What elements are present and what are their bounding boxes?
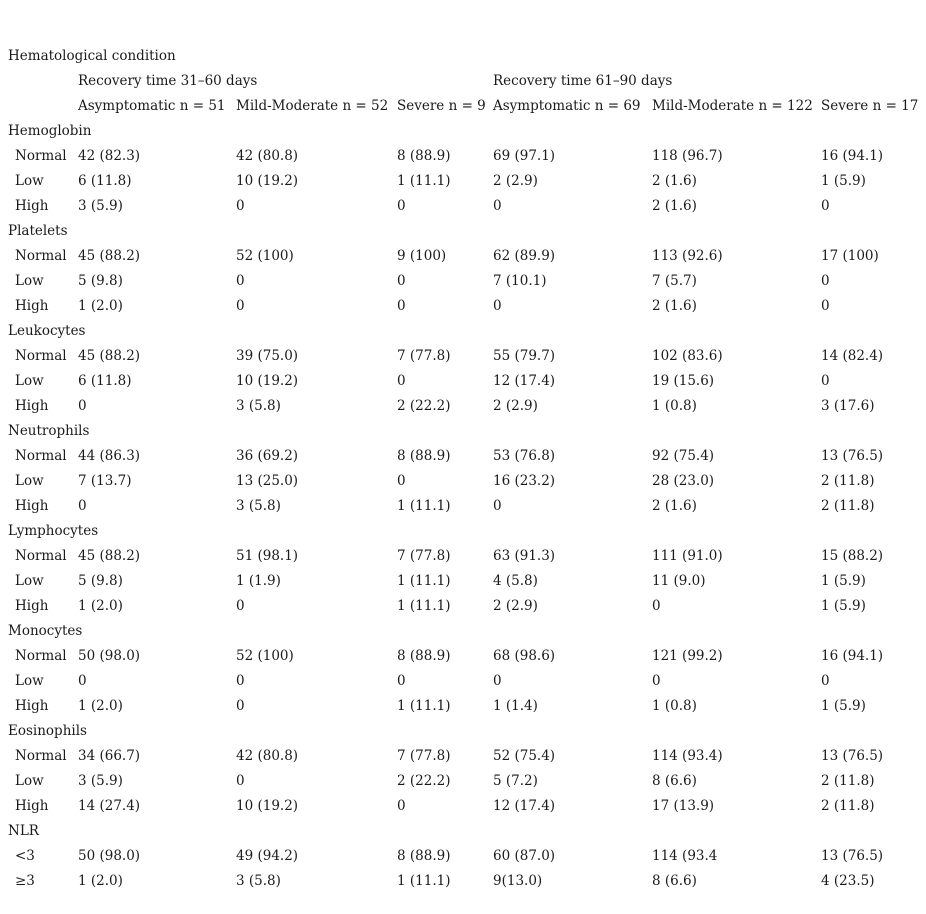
section-label: Eosinophils xyxy=(8,723,87,739)
row-label: <3 xyxy=(15,848,35,864)
section-row xyxy=(0,219,926,244)
group-header-row xyxy=(0,69,926,94)
column-header: Severe n = 9 xyxy=(397,98,486,114)
table-cell: 12 (17.4) xyxy=(493,798,556,814)
table-cell: 0 xyxy=(821,273,830,289)
column-header: Mild-Moderate n = 52 xyxy=(236,98,389,114)
table-row xyxy=(0,569,926,594)
table-cell: 7 (10.1) xyxy=(493,273,547,289)
table-cell: 2 (2.9) xyxy=(493,173,538,189)
table-cell: 17 (13.9) xyxy=(652,798,715,814)
table-cell: 45 (88.2) xyxy=(78,348,141,364)
row-label: Normal xyxy=(15,348,67,364)
group-header-31-60: Recovery time 31–60 days xyxy=(78,73,258,89)
table-cell: 7 (77.8) xyxy=(397,348,451,364)
table-cell: 0 xyxy=(397,298,406,314)
table-title: Hematological condition xyxy=(8,48,176,64)
column-header: Asymptomatic n = 51 xyxy=(78,98,226,114)
table-cell: 0 xyxy=(236,673,245,689)
table-cell: 5 (7.2) xyxy=(493,773,538,789)
table-cell: 0 xyxy=(821,198,830,214)
row-label: High xyxy=(15,698,49,714)
table-cell: 50 (98.0) xyxy=(78,648,141,664)
table-cell: 1 (2.0) xyxy=(78,298,123,314)
row-label: Low xyxy=(15,773,44,789)
table-cell: 39 (75.0) xyxy=(236,348,299,364)
table-cell: 0 xyxy=(397,473,406,489)
table-cell: 102 (83.6) xyxy=(652,348,723,364)
table-cell: 52 (100) xyxy=(236,648,294,664)
table-cell: 0 xyxy=(397,198,406,214)
table-cell: 6 (11.8) xyxy=(78,173,132,189)
section-row xyxy=(0,619,926,644)
table-cell: 1 (5.9) xyxy=(821,173,866,189)
table-cell: 7 (5.7) xyxy=(652,273,697,289)
table-cell: 4 (23.5) xyxy=(821,873,875,889)
table-cell: 2 (1.6) xyxy=(652,298,697,314)
table-cell: 10 (19.2) xyxy=(236,173,299,189)
row-label: Low xyxy=(15,273,44,289)
table-row xyxy=(0,744,926,769)
row-label: High xyxy=(15,198,49,214)
section-row xyxy=(0,819,926,844)
row-label: Low xyxy=(15,373,44,389)
table-cell: 0 xyxy=(493,198,502,214)
table-cell: 0 xyxy=(652,598,661,614)
table-cell: 118 (96.7) xyxy=(652,148,723,164)
table-cell: 8 (88.9) xyxy=(397,848,451,864)
table-cell: 2 (1.6) xyxy=(652,198,697,214)
table-cell: 51 (98.1) xyxy=(236,548,299,564)
table-row xyxy=(0,669,926,694)
row-label: Low xyxy=(15,573,44,589)
table-row xyxy=(0,444,926,469)
table-cell: 13 (76.5) xyxy=(821,748,884,764)
table-cell: 16 (94.1) xyxy=(821,648,884,664)
table-cell: 3 (5.8) xyxy=(236,873,281,889)
table-row xyxy=(0,494,926,519)
table-cell: 1 (11.1) xyxy=(397,873,451,889)
table-cell: 0 xyxy=(397,273,406,289)
table-cell: 42 (80.8) xyxy=(236,148,299,164)
table-cell: 16 (94.1) xyxy=(821,148,884,164)
table-cell: 0 xyxy=(821,298,830,314)
column-header-row xyxy=(0,94,926,119)
row-label: Normal xyxy=(15,748,67,764)
table-cell: 0 xyxy=(652,673,661,689)
table-cell: 55 (79.7) xyxy=(493,348,556,364)
table-row xyxy=(0,794,926,819)
section-label: Monocytes xyxy=(8,623,83,639)
table-cell: 8 (88.9) xyxy=(397,148,451,164)
table-cell: 19 (15.6) xyxy=(652,373,715,389)
table-cell: 0 xyxy=(78,673,87,689)
table-cell: 0 xyxy=(236,273,245,289)
table-cell: 3 (5.8) xyxy=(236,398,281,414)
table-cell: 2 (1.6) xyxy=(652,173,697,189)
section-label: NLR xyxy=(8,823,39,839)
table-cell: 3 (17.6) xyxy=(821,398,875,414)
table-cell: 0 xyxy=(493,498,502,514)
table-cell: 0 xyxy=(236,298,245,314)
table-row xyxy=(0,694,926,719)
table-row xyxy=(0,369,926,394)
table-cell: 0 xyxy=(493,673,502,689)
table-cell: 8 (88.9) xyxy=(397,648,451,664)
table-cell: 4 (5.8) xyxy=(493,573,538,589)
column-header: Severe n = 17 xyxy=(821,98,919,114)
table-cell: 60 (87.0) xyxy=(493,848,556,864)
table-cell: 52 (100) xyxy=(236,248,294,264)
table-cell: 0 xyxy=(493,298,502,314)
section-label: Hemoglobin xyxy=(8,123,92,139)
table-cell: 44 (86.3) xyxy=(78,448,141,464)
table-cell: 1 (11.1) xyxy=(397,698,451,714)
hematological-table xyxy=(0,44,926,894)
table-cell: 10 (19.2) xyxy=(236,798,299,814)
table-row xyxy=(0,244,926,269)
table-row xyxy=(0,594,926,619)
table-cell: 0 xyxy=(78,398,87,414)
table-row xyxy=(0,869,926,894)
table-cell: 0 xyxy=(236,598,245,614)
table-cell: 1 (11.1) xyxy=(397,573,451,589)
table-cell: 1 (2.0) xyxy=(78,698,123,714)
table-cell: 6 (11.8) xyxy=(78,373,132,389)
row-label: Normal xyxy=(15,448,67,464)
table-cell: 0 xyxy=(236,198,245,214)
table-cell: 17 (100) xyxy=(821,248,879,264)
table-cell: 69 (97.1) xyxy=(493,148,556,164)
row-label: Normal xyxy=(15,248,67,264)
table-row xyxy=(0,194,926,219)
table-cell: 1 (5.9) xyxy=(821,598,866,614)
table-cell: 0 xyxy=(236,698,245,714)
table-body xyxy=(0,119,926,894)
table-cell: 111 (91.0) xyxy=(652,548,723,564)
table-cell: 8 (6.6) xyxy=(652,773,697,789)
table-cell: 42 (80.8) xyxy=(236,748,299,764)
table-cell: 2 (22.2) xyxy=(397,398,451,414)
table-cell: 42 (82.3) xyxy=(78,148,141,164)
table-cell: 114 (93.4) xyxy=(652,748,723,764)
table-cell: 1 (11.1) xyxy=(397,498,451,514)
table-cell: 0 xyxy=(397,373,406,389)
table-cell: 5 (9.8) xyxy=(78,573,123,589)
table-cell: 2 (11.8) xyxy=(821,798,875,814)
section-label: Leukocytes xyxy=(8,323,86,339)
table-cell: 3 (5.8) xyxy=(236,498,281,514)
table-row xyxy=(0,269,926,294)
row-label: High xyxy=(15,598,49,614)
table-row xyxy=(0,469,926,494)
table-cell: 1 (2.0) xyxy=(78,598,123,614)
table-cell: 114 (93.4 xyxy=(652,848,718,864)
table-cell: 3 (5.9) xyxy=(78,198,123,214)
table-cell: 7 (77.8) xyxy=(397,548,451,564)
table-cell: 3 (5.9) xyxy=(78,773,123,789)
section-label: Platelets xyxy=(8,223,68,239)
row-label: ≥3 xyxy=(15,873,35,889)
table-row xyxy=(0,394,926,419)
table-cell: 7 (77.8) xyxy=(397,748,451,764)
row-label: Normal xyxy=(15,548,67,564)
table-cell: 2 (11.8) xyxy=(821,498,875,514)
table-cell: 36 (69.2) xyxy=(236,448,299,464)
table-cell: 14 (82.4) xyxy=(821,348,884,364)
table-cell: 92 (75.4) xyxy=(652,448,715,464)
table-cell: 2 (11.8) xyxy=(821,773,875,789)
table-cell: 12 (17.4) xyxy=(493,373,556,389)
table-cell: 62 (89.9) xyxy=(493,248,556,264)
table-cell: 14 (27.4) xyxy=(78,798,141,814)
table-cell: 52 (75.4) xyxy=(493,748,556,764)
section-row xyxy=(0,319,926,344)
table-row xyxy=(0,294,926,319)
table-row xyxy=(0,769,926,794)
row-label: Low xyxy=(15,173,44,189)
section-label: Neutrophils xyxy=(8,423,90,439)
row-label: Low xyxy=(15,473,44,489)
table-cell: 1 (0.8) xyxy=(652,398,697,414)
table-cell: 9 (100) xyxy=(397,248,447,264)
section-row xyxy=(0,119,926,144)
table-cell: 0 xyxy=(821,673,830,689)
table-cell: 28 (23.0) xyxy=(652,473,715,489)
row-label: Low xyxy=(15,673,44,689)
table-cell: 45 (88.2) xyxy=(78,248,141,264)
table-cell: 2 (11.8) xyxy=(821,473,875,489)
row-label: Normal xyxy=(15,648,67,664)
table-cell: 13 (76.5) xyxy=(821,448,884,464)
group-header-61-90: Recovery time 61–90 days xyxy=(493,73,673,89)
table-cell: 0 xyxy=(821,373,830,389)
table-cell: 0 xyxy=(236,773,245,789)
table-row xyxy=(0,144,926,169)
table-cell: 1 (1.4) xyxy=(493,698,538,714)
table-cell: 2 (2.9) xyxy=(493,398,538,414)
row-label: High xyxy=(15,398,49,414)
table-cell: 1 (5.9) xyxy=(821,573,866,589)
table-title-row xyxy=(0,44,926,69)
table-cell: 16 (23.2) xyxy=(493,473,556,489)
table-row xyxy=(0,169,926,194)
table-cell: 45 (88.2) xyxy=(78,548,141,564)
table-cell: 2 (2.9) xyxy=(493,598,538,614)
table-cell: 5 (9.8) xyxy=(78,273,123,289)
table-row xyxy=(0,844,926,869)
table-cell: 10 (19.2) xyxy=(236,373,299,389)
table-cell: 2 (22.2) xyxy=(397,773,451,789)
table-cell: 11 (9.0) xyxy=(652,573,706,589)
table-cell: 1 (5.9) xyxy=(821,698,866,714)
column-header: Mild-Moderate n = 122 xyxy=(652,98,813,114)
table-cell: 8 (88.9) xyxy=(397,448,451,464)
table-row xyxy=(0,544,926,569)
table-cell: 1 (1.9) xyxy=(236,573,281,589)
column-header: Asymptomatic n = 69 xyxy=(493,98,641,114)
table-cell: 2 (1.6) xyxy=(652,498,697,514)
table-cell: 1 (2.0) xyxy=(78,873,123,889)
table-row xyxy=(0,344,926,369)
table-cell: 0 xyxy=(397,798,406,814)
table-cell: 49 (94.2) xyxy=(236,848,299,864)
row-label: Normal xyxy=(15,148,67,164)
table-cell: 1 (0.8) xyxy=(652,698,697,714)
section-label: Lymphocytes xyxy=(8,523,99,539)
table-cell: 121 (99.2) xyxy=(652,648,723,664)
table-cell: 53 (76.8) xyxy=(493,448,556,464)
table-cell: 1 (11.1) xyxy=(397,598,451,614)
table-cell: 50 (98.0) xyxy=(78,848,141,864)
table-row xyxy=(0,644,926,669)
table-cell: 13 (25.0) xyxy=(236,473,299,489)
table-cell: 68 (98.6) xyxy=(493,648,556,664)
table-cell: 0 xyxy=(78,498,87,514)
table-cell: 63 (91.3) xyxy=(493,548,556,564)
table-cell: 0 xyxy=(397,673,406,689)
table-cell: 34 (66.7) xyxy=(78,748,141,764)
table-cell: 1 (11.1) xyxy=(397,173,451,189)
row-label: High xyxy=(15,798,49,814)
section-row xyxy=(0,719,926,744)
table-cell: 7 (13.7) xyxy=(78,473,132,489)
table-cell: 15 (88.2) xyxy=(821,548,884,564)
table-cell: 8 (6.6) xyxy=(652,873,697,889)
row-label: High xyxy=(15,298,49,314)
table-cell: 13 (76.5) xyxy=(821,848,884,864)
table-cell: 113 (92.6) xyxy=(652,248,723,264)
section-row xyxy=(0,419,926,444)
table-cell: 9(13.0) xyxy=(493,873,543,889)
row-label: High xyxy=(15,498,49,514)
section-row xyxy=(0,519,926,544)
